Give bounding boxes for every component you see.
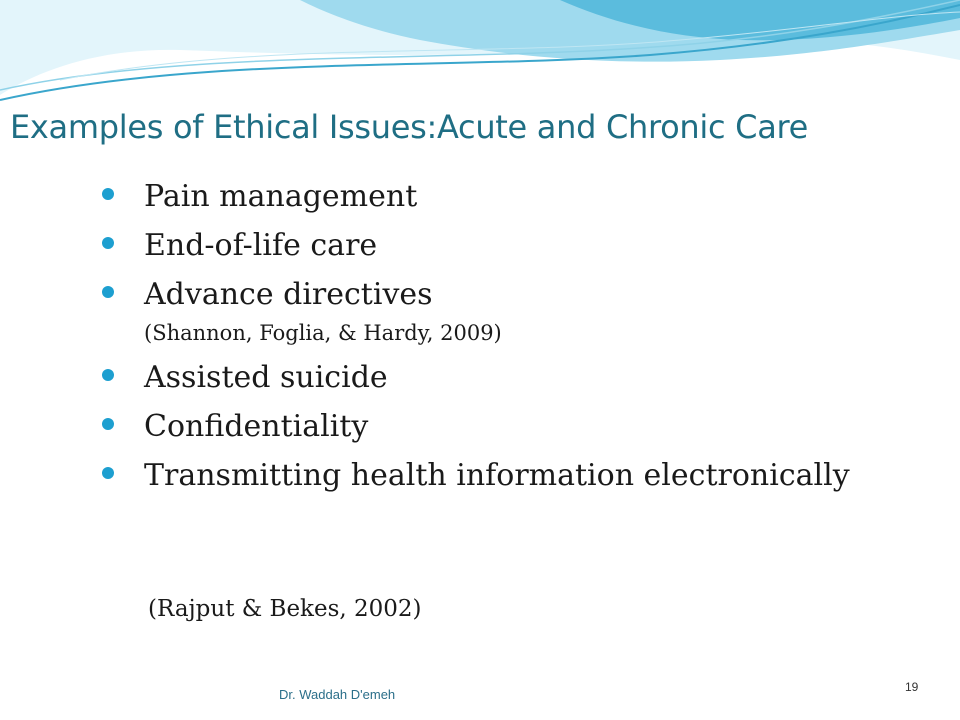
slide-title: Examples of Ethical Issues:Acute and Chronic Care: [10, 108, 809, 146]
decorative-wave-header: [0, 0, 960, 110]
bullet-text: Assisted suicide: [144, 360, 388, 395]
footer-author: Dr. Waddah D'emeh: [279, 687, 396, 702]
bullet-text: Advance directives: [144, 277, 433, 312]
bullet-list: [100, 178, 920, 506]
bullet-dot-icon: [102, 237, 114, 249]
bullet-dot-icon: [102, 188, 114, 200]
bullet-item: [100, 457, 920, 495]
bullet-item: [100, 227, 920, 265]
bullet-text: Confidentiality: [144, 409, 369, 444]
bullet-item: [100, 408, 920, 446]
bullet-item: [100, 276, 920, 348]
bullet-dot-icon: [102, 369, 114, 381]
bullet-dot-icon: [102, 418, 114, 430]
bullet-dot-icon: [102, 286, 114, 298]
trailing-citation: (Rajput & Bekes, 2002): [148, 596, 422, 622]
bullet-item: [100, 359, 920, 397]
bullet-citation: (Shannon, Foglia, & Hardy, 2009): [144, 321, 502, 345]
bullet-dot-icon: [102, 467, 114, 479]
bullet-item: [100, 178, 920, 216]
bullet-text: Pain management: [144, 179, 418, 214]
bullet-text: Transmitting health information electronically: [144, 458, 850, 493]
bullet-text: End-of-life care: [144, 228, 378, 263]
page-number: 19: [905, 680, 919, 694]
